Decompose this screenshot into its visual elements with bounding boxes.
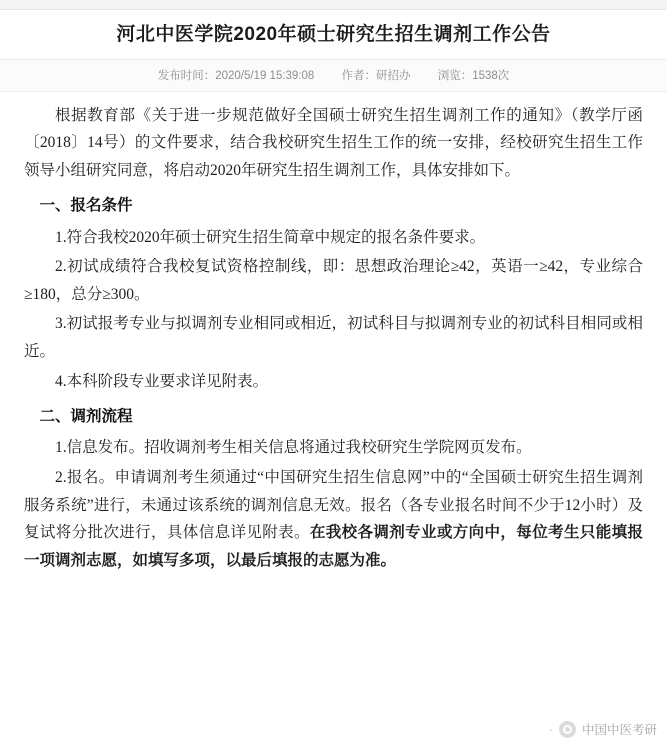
top-divider (0, 0, 667, 10)
paragraph-process-2-text: 2.报名。申请调剂考生须通过“中国研究生招生信息网”中的“全国硕士研究生招生调剂服务系统”进行，未通过该系统的调剂信息无效。报名（各专业报名时间不少于12小时）及复试将分批次进行，具体信息详见附表。 (24, 469, 643, 542)
watermark (549, 720, 657, 738)
paragraph-process-2-emphasis: 在我校各调剂专业或方向中，每位考生只能填报一项调剂志愿，如填写多项，以最后填报的志愿为准。 (24, 524, 643, 569)
views-label: 浏览： (437, 69, 473, 82)
page-title: 河北中医学院2020年硕士研究生招生调剂工作公告 (116, 24, 551, 45)
circle-logo-icon (559, 721, 576, 738)
paragraph-condition-2: 2.初试成绩符合我校复试资格控制线，即：思想政治理论≥42，英语一≥42，专业综合≥180，总分≥300。 (24, 258, 643, 303)
dot-icon: · (548, 721, 553, 737)
views-value: 1538次 (472, 69, 510, 82)
author-meta (342, 70, 411, 82)
paragraph-process-2 (24, 464, 643, 574)
publish-time-meta (158, 70, 315, 82)
paragraph-process-1: 1.信息发布。招收调剂考生相关信息将通过我校研究生学院网页发布。 (55, 439, 532, 457)
section-heading-one: 一、报名条件 (39, 197, 133, 215)
paragraph-condition-4: 4.本科阶段专业要求详见附表。 (55, 372, 269, 390)
author-label: 作者： (341, 69, 377, 82)
publish-time-label: 发布时间： (157, 69, 216, 82)
paragraph-intro: 根据教育部《关于进一步规范做好全国硕士研究生招生调剂工作的通知》（教学厅函〔2018〕14号）的文件要求，结合我校研究生招生工作的统一安排，经校研究生招生工作领导小组研究同意，将启动2020年研究生招生调剂工作，具体安排如下。 (24, 106, 643, 179)
paragraph-condition-1: 1.符合我校2020年硕士研究生招生简章中规定的报名条件要求。 (55, 228, 486, 246)
publish-time-value: 2020/5/19 15:39:08 (215, 69, 315, 82)
article-body (0, 92, 667, 575)
paragraph-condition-3: 3.初试报考专业与拟调剂专业相同或相近，初试科目与拟调剂专业的初试科目相同或相近。 (24, 315, 643, 360)
views-meta (438, 70, 510, 82)
article-meta-bar (0, 59, 667, 92)
section-heading-two: 二、调剂流程 (39, 408, 133, 426)
author-value: 研招办 (376, 69, 411, 82)
watermark-label: 中国中医考研 (581, 723, 657, 737)
